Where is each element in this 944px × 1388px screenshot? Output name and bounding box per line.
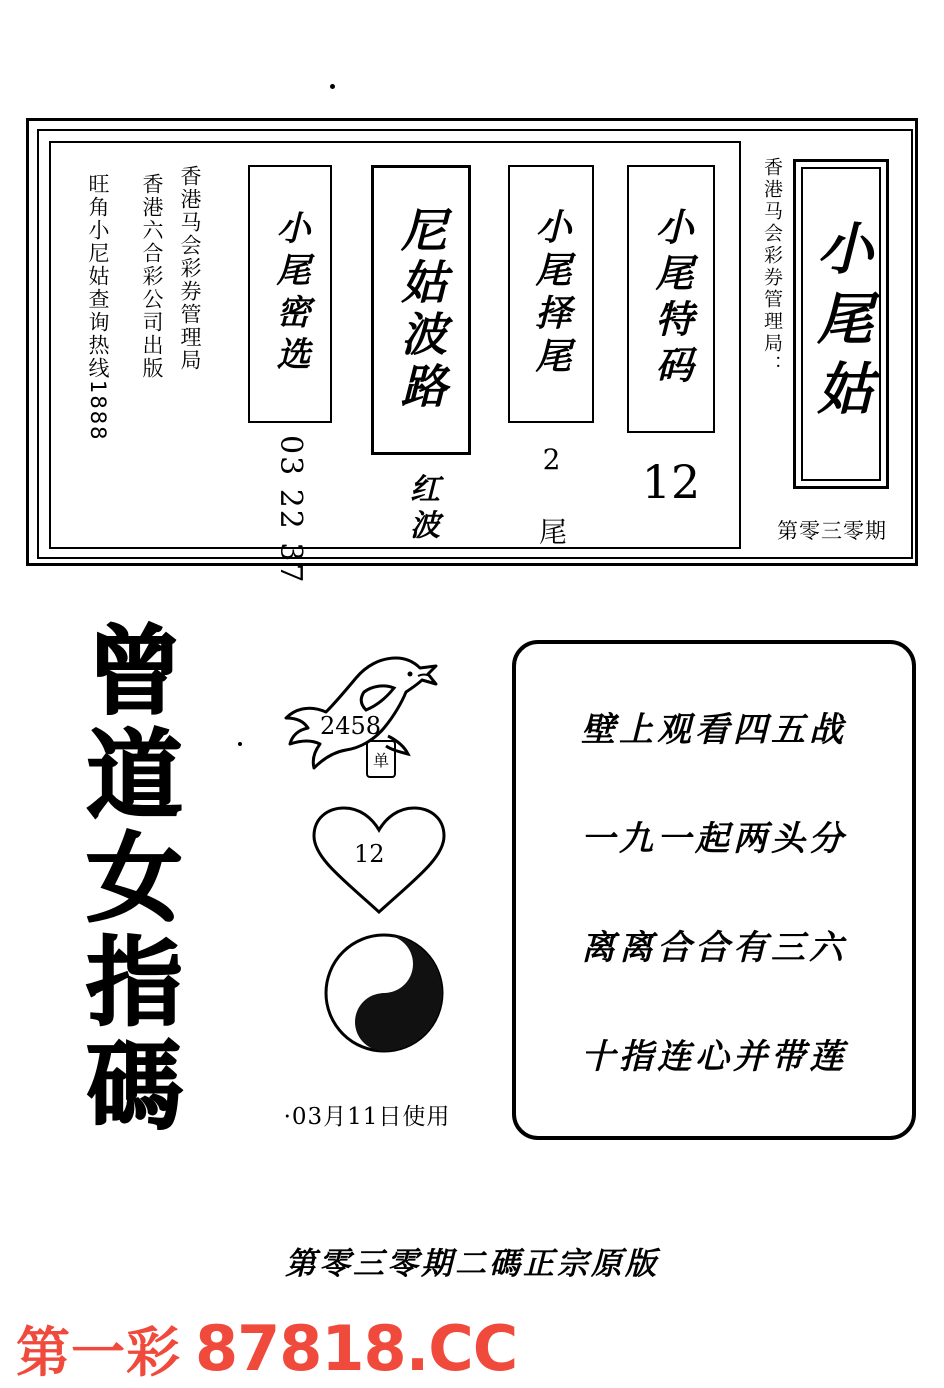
heart-icon-wrap	[268, 800, 468, 928]
watermark-url: 87818.CC	[195, 1312, 518, 1385]
column-head-label: 小尾择尾	[530, 208, 572, 380]
yinyang-number: 22	[354, 956, 385, 984]
brand-title: 小尾姑	[808, 219, 874, 429]
top-panel-inner-border	[37, 129, 913, 585]
dove-number: 2458	[320, 712, 382, 740]
heart-number: 12	[354, 840, 385, 868]
page-title	[62, 615, 207, 1143]
watermark	[16, 1310, 517, 1387]
column-head-box	[508, 165, 594, 423]
print-speck	[330, 84, 335, 89]
print-speck	[238, 742, 242, 746]
column-head-box	[371, 165, 471, 455]
column-head-box	[627, 165, 715, 433]
verse-line: 一九一起两头分	[581, 819, 847, 859]
page-title-char: 碼	[86, 1029, 183, 1143]
issue-label: 第零三零期	[777, 519, 887, 543]
verse-line: 十指连心并带莲	[581, 1037, 847, 1077]
brand-title-box	[793, 159, 889, 489]
verse-line: 离离合合有三六	[581, 928, 847, 968]
page-title-char: 曾	[86, 615, 183, 728]
result-column-special-code	[611, 143, 731, 547]
column-head-box	[248, 165, 332, 423]
page-title-char: 女	[86, 822, 183, 936]
verse-line: 壁上观看四五战	[581, 710, 847, 750]
results-frame	[49, 141, 741, 585]
column-head-label: 小尾特码	[649, 207, 694, 391]
result-column-wave	[351, 143, 491, 547]
top-panel	[26, 118, 918, 585]
organisation-label: 香港马会彩券管理局：	[761, 157, 783, 377]
result-column-picks	[229, 143, 351, 585]
dove-badge: 单	[366, 740, 396, 778]
footer-caption: 第零三零期二碼正宗原版	[285, 1246, 659, 1282]
column-value: 红波	[404, 473, 439, 545]
column-value: 2 尾	[535, 443, 568, 549]
result-column-tail	[491, 143, 611, 547]
yinyang-icon	[319, 928, 449, 1058]
date-of-use: ·03月11日使用	[283, 1104, 451, 1130]
yinyang-icon-wrap	[268, 928, 468, 1058]
verse-box	[512, 640, 916, 1140]
side-note-1: 香港马会彩券管理局	[178, 165, 202, 372]
side-note-3: 旺角小尼姑查询热线1888	[86, 173, 110, 442]
page-title-char: 指	[86, 926, 183, 1040]
brand-title-box-inner	[801, 167, 881, 481]
column-head-label: 尼姑波路	[394, 206, 448, 414]
column-value: 03 22 37	[273, 435, 308, 585]
dove-icon-wrap	[268, 640, 468, 800]
column-head-label: 小尾密选	[270, 210, 310, 378]
icon-column	[268, 640, 468, 1058]
watermark-brand: 第一彩	[16, 1320, 181, 1384]
side-note-2: 香港六合彩公司出版	[140, 173, 164, 380]
column-value: 12	[641, 455, 701, 509]
page-title-char: 道	[86, 718, 183, 832]
